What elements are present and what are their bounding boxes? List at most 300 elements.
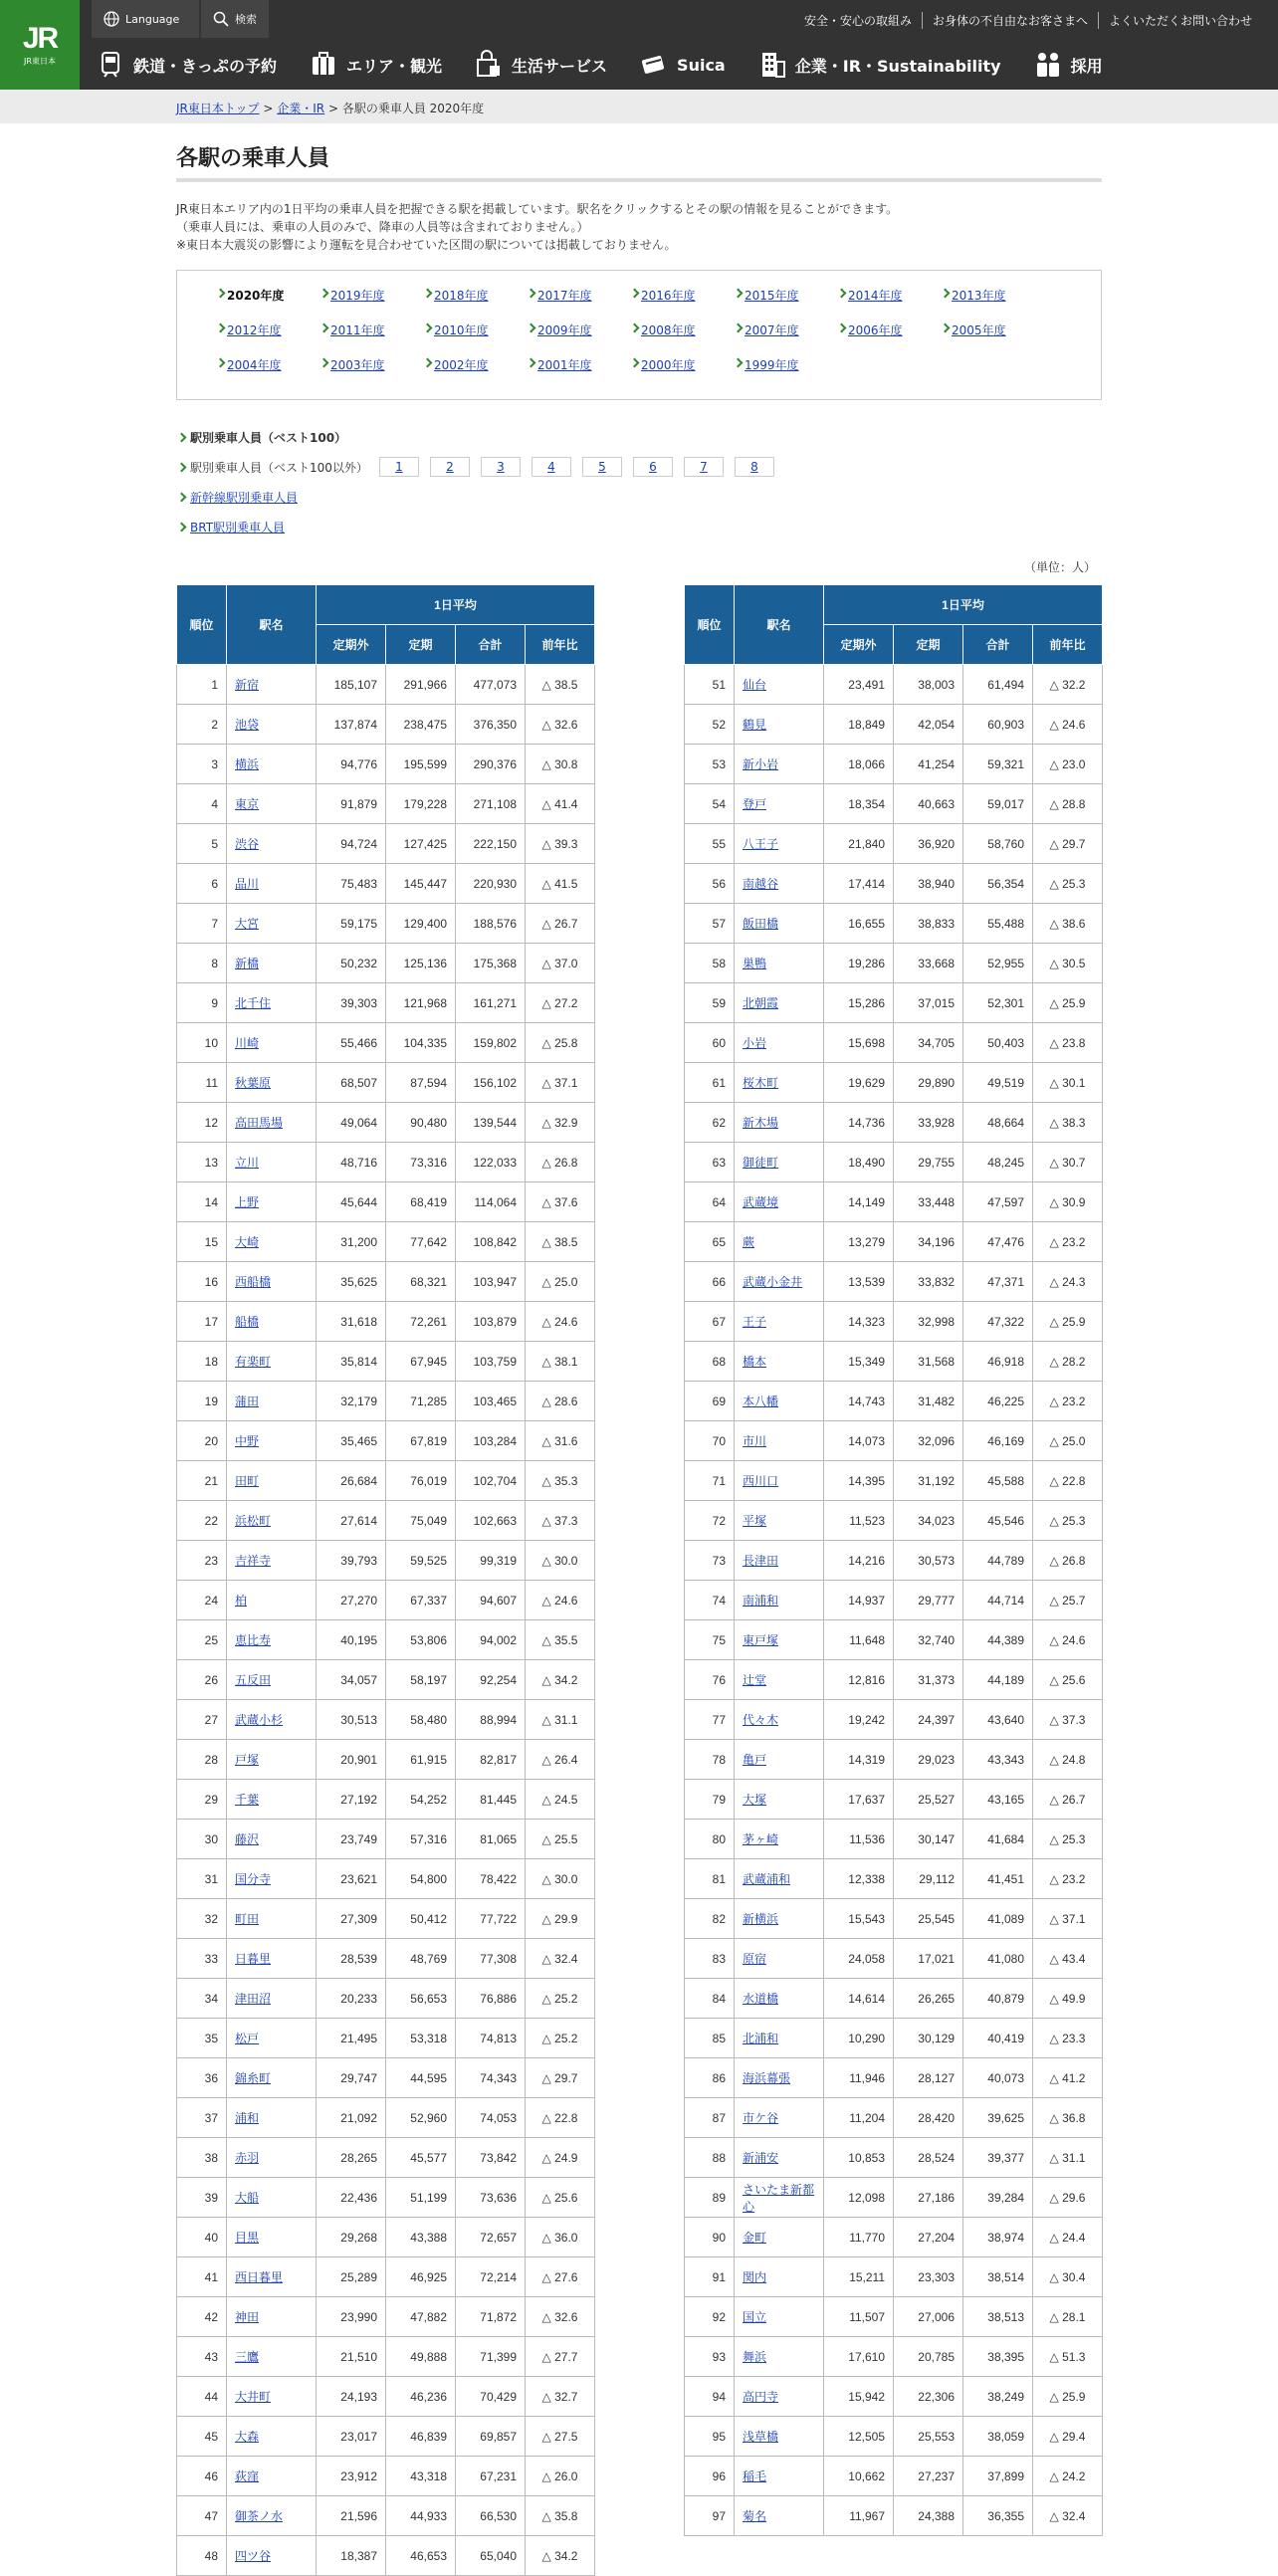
station-link[interactable]: 北浦和 — [743, 2032, 779, 2045]
total-cell: 44,714 — [963, 1581, 1033, 1620]
station-link[interactable]: 辻堂 — [743, 1673, 767, 1687]
year-link-text[interactable]: 2005年度 — [952, 323, 1006, 337]
table-row — [177, 2058, 595, 2098]
year-link-text[interactable]: 2011年度 — [330, 323, 385, 337]
station-link[interactable]: 新木場 — [743, 1116, 779, 1130]
station-link[interactable]: 有楽町 — [235, 1355, 272, 1369]
non-commuter-cell: 48,716 — [317, 1143, 386, 1182]
yoy-cell: △ 24.2 — [1033, 2457, 1103, 2496]
year-link-text[interactable]: 2006年度 — [848, 323, 903, 337]
page-button[interactable]: 5 — [582, 457, 622, 477]
nav-life[interactable] — [474, 50, 607, 80]
logo-sub: JR東日本 — [24, 56, 56, 66]
station-cell — [227, 2178, 317, 2218]
station-link[interactable]: 橋本 — [743, 1355, 767, 1369]
station-link[interactable]: 東京 — [235, 797, 260, 811]
station-link[interactable]: 品川 — [235, 877, 260, 891]
station-link[interactable]: 水道橋 — [743, 1992, 779, 2006]
station-link[interactable]: 大宮 — [235, 917, 260, 931]
station-link[interactable]: 浦和 — [235, 2111, 260, 2125]
station-link[interactable]: 町田 — [235, 1912, 260, 1926]
year-link-text[interactable]: 2012年度 — [227, 323, 282, 337]
station-cell — [735, 2138, 824, 2178]
rank-cell: 69 — [685, 1382, 735, 1421]
station-link[interactable]: 市ケ谷 — [743, 2111, 779, 2125]
station-link[interactable]: 蕨 — [743, 1235, 755, 1249]
station-link[interactable]: 稲毛 — [743, 2469, 767, 2483]
yoy-cell: △ 25.9 — [1033, 1302, 1103, 1342]
table-row — [177, 864, 595, 904]
station-link[interactable]: 新横浜 — [743, 1912, 779, 1926]
station-link[interactable]: 吉祥寺 — [235, 1554, 272, 1568]
station-link[interactable]: 西日暮里 — [235, 2270, 284, 2284]
station-link[interactable]: 横浜 — [235, 757, 260, 771]
brt-row — [176, 520, 1102, 534]
non-commuter-cell: 12,816 — [824, 1660, 894, 1700]
station-link[interactable]: 仙台 — [743, 678, 767, 692]
non-commuter-cell: 14,937 — [824, 1581, 894, 1620]
total-cell: 159,802 — [456, 1023, 526, 1063]
others-label: 駅別乗車人員（ベスト100以外） — [190, 460, 368, 475]
station-link[interactable]: 三鷹 — [235, 2350, 260, 2364]
yoy-cell: △ 34.2 — [526, 1660, 595, 1700]
station-link[interactable]: 日暮里 — [235, 1952, 272, 1966]
station-link[interactable]: 神田 — [235, 2310, 260, 2324]
station-link[interactable]: 東戸塚 — [743, 1633, 779, 1647]
year-link-text[interactable]: 2017年度 — [537, 289, 592, 303]
station-cell — [227, 1740, 317, 1780]
station-cell — [227, 705, 317, 745]
year-link[interactable] — [424, 322, 528, 338]
language-button[interactable] — [92, 0, 199, 38]
commuter-cell: 58,480 — [386, 1700, 456, 1740]
year-link[interactable] — [528, 356, 631, 373]
station-link[interactable]: 上野 — [235, 1195, 260, 1209]
year-link-text[interactable]: 2009年度 — [537, 323, 592, 337]
station-link[interactable]: 八王子 — [743, 837, 779, 851]
station-link[interactable]: 大崎 — [235, 1235, 260, 1249]
yoy-cell: △ 37.6 — [526, 1182, 595, 1222]
year-link[interactable] — [528, 322, 631, 338]
station-link[interactable]: 北朝霞 — [743, 996, 779, 1010]
year-link-text[interactable]: 2018年度 — [434, 289, 489, 303]
station-link[interactable]: 恵比寿 — [235, 1633, 272, 1647]
station-link[interactable]: 本八幡 — [743, 1395, 779, 1408]
station-link[interactable]: 御徒町 — [743, 1156, 779, 1170]
station-cell — [227, 1700, 317, 1740]
util-link-faq[interactable]: よくいただくお問い合わせ — [1098, 12, 1262, 29]
non-commuter-cell: 15,349 — [824, 1342, 894, 1382]
station-cell — [227, 665, 317, 705]
station-link[interactable]: 目黒 — [235, 2231, 260, 2245]
station-link[interactable]: 武蔵境 — [743, 1195, 779, 1209]
table-row — [177, 1740, 595, 1780]
best100-label — [176, 430, 1102, 444]
year-link[interactable] — [320, 356, 424, 373]
yoy-cell: △ 25.8 — [526, 1023, 595, 1063]
utility-links — [794, 12, 1262, 29]
page-button[interactable]: 4 — [532, 457, 571, 477]
station-link[interactable]: 代々木 — [743, 1713, 779, 1727]
year-link[interactable] — [320, 287, 424, 304]
station-link[interactable]: 舞浜 — [743, 2350, 767, 2364]
total-cell: 102,704 — [456, 1461, 526, 1501]
page-button[interactable]: 3 — [481, 457, 521, 477]
page-button[interactable]: 8 — [735, 457, 774, 477]
yoy-cell: △ 39.3 — [526, 824, 595, 864]
rank-cell: 39 — [177, 2178, 227, 2218]
commuter-cell: 28,524 — [894, 2138, 963, 2178]
year-link-text[interactable]: 2000年度 — [641, 358, 696, 372]
station-link[interactable]: 南浦和 — [743, 1594, 779, 1608]
util-link-accessibility[interactable]: お身体の不自由なお客さまへ — [922, 12, 1098, 29]
year-link[interactable] — [735, 356, 838, 373]
rank-cell: 59 — [685, 983, 735, 1023]
yoy-cell: △ 24.5 — [526, 1780, 595, 1820]
station-link[interactable]: 蒲田 — [235, 1395, 260, 1408]
yoy-cell: △ 32.2 — [1033, 665, 1103, 705]
yoy-cell: △ 25.3 — [1033, 1501, 1103, 1541]
station-link[interactable]: 高円寺 — [743, 2390, 779, 2404]
ranking-table-right — [684, 584, 1103, 2536]
commuter-cell: 195,599 — [386, 745, 456, 784]
commuter-cell: 36,920 — [894, 824, 963, 864]
station-link[interactable]: 津田沼 — [235, 1992, 272, 2006]
yoy-cell: △ 32.9 — [526, 1103, 595, 1143]
yoy-cell: △ 25.9 — [1033, 983, 1103, 1023]
station-cell — [735, 1581, 824, 1620]
brt-link[interactable]: BRT駅別乗車人員 — [190, 520, 286, 535]
station-link[interactable]: 秋葉原 — [235, 1076, 272, 1090]
station-link[interactable]: 浜松町 — [235, 1514, 272, 1528]
station-cell — [227, 1780, 317, 1820]
station-cell — [735, 1780, 824, 1820]
station-link[interactable]: 船橋 — [235, 1315, 260, 1329]
non-commuter-cell: 39,793 — [317, 1541, 386, 1581]
station-cell — [735, 2457, 824, 2496]
station-link[interactable]: 赤羽 — [235, 2151, 260, 2165]
commuter-cell: 46,925 — [386, 2257, 456, 2297]
commuter-cell: 25,553 — [894, 2417, 963, 2457]
total-cell: 94,607 — [456, 1581, 526, 1620]
total-cell: 48,245 — [963, 1143, 1033, 1182]
year-link[interactable] — [735, 287, 838, 304]
table-row — [177, 1939, 595, 1979]
non-commuter-cell: 94,724 — [317, 824, 386, 864]
rank-cell: 24 — [177, 1581, 227, 1620]
rank-cell: 9 — [177, 983, 227, 1023]
year-link[interactable] — [942, 322, 1045, 338]
yoy-cell: △ 31.6 — [526, 1421, 595, 1461]
non-commuter-cell: 29,268 — [317, 2218, 386, 2257]
station-link[interactable]: 大塚 — [743, 1793, 767, 1807]
year-link[interactable] — [631, 287, 735, 304]
year-link-text[interactable]: 2004年度 — [227, 358, 282, 372]
total-cell: 103,879 — [456, 1302, 526, 1342]
year-link[interactable] — [217, 322, 320, 338]
station-link[interactable]: 大井町 — [235, 2390, 272, 2404]
header-col-3: 合計 — [456, 625, 526, 665]
commuter-cell: 127,425 — [386, 824, 456, 864]
station-cell — [227, 1899, 317, 1939]
total-cell: 81,065 — [456, 1820, 526, 1859]
year-link[interactable] — [735, 322, 838, 338]
rank-cell: 1 — [177, 665, 227, 705]
page-button[interactable]: 2 — [430, 457, 470, 477]
total-cell: 56,354 — [963, 864, 1033, 904]
station-link[interactable]: 王子 — [743, 1315, 767, 1329]
station-link[interactable]: 市川 — [743, 1434, 767, 1448]
station-link[interactable]: 四ツ谷 — [235, 2549, 272, 2563]
non-commuter-cell: 137,874 — [317, 705, 386, 745]
table-row — [177, 2257, 595, 2297]
total-cell: 43,165 — [963, 1780, 1033, 1820]
page-title: 各駅の乗車人員 — [176, 141, 1102, 182]
yoy-cell: △ 24.6 — [526, 1581, 595, 1620]
station-link[interactable]: 国立 — [743, 2310, 767, 2324]
year-link-text[interactable]: 2008年度 — [641, 323, 696, 337]
station-link[interactable]: 新浦安 — [743, 2151, 779, 2165]
year-link-text[interactable]: 1999年度 — [745, 358, 799, 372]
util-link-safety[interactable]: 安全・安心の取組み — [803, 14, 912, 28]
rank-cell: 46 — [177, 2457, 227, 2496]
year-link-text[interactable]: 2016年度 — [641, 289, 696, 303]
yoy-cell: △ 30.9 — [1033, 1182, 1103, 1222]
station-link[interactable]: 海浜幕張 — [743, 2071, 791, 2085]
station-cell — [227, 784, 317, 824]
station-link[interactable]: 田町 — [235, 1474, 260, 1488]
station-link[interactable]: 登戸 — [743, 797, 767, 811]
station-link[interactable]: 南越谷 — [743, 877, 779, 891]
rank-cell: 67 — [685, 1302, 735, 1342]
page-button[interactable]: 7 — [684, 457, 724, 477]
station-link[interactable]: 飯田橋 — [743, 917, 779, 931]
total-cell: 72,657 — [456, 2218, 526, 2257]
globe-icon — [104, 11, 119, 27]
nav-railway[interactable] — [96, 50, 277, 80]
commuter-cell: 46,653 — [386, 2536, 456, 2576]
year-link[interactable] — [320, 322, 424, 338]
station-link[interactable]: 西川口 — [743, 1474, 779, 1488]
nav-suica[interactable] — [639, 50, 726, 80]
year-link-text[interactable]: 2002年度 — [434, 358, 489, 372]
rank-cell: 65 — [685, 1222, 735, 1262]
station-link[interactable]: 武蔵浦和 — [743, 1872, 791, 1886]
non-commuter-cell: 24,193 — [317, 2377, 386, 2417]
station-link[interactable]: 高田馬場 — [235, 1116, 284, 1130]
year-link[interactable] — [631, 322, 735, 338]
station-link[interactable]: 新橋 — [235, 957, 260, 970]
commuter-cell: 25,545 — [894, 1899, 963, 1939]
yoy-cell: △ 30.4 — [1033, 2257, 1103, 2297]
table-row — [177, 745, 595, 784]
total-cell: 44,389 — [963, 1620, 1033, 1660]
breadcrumb-link-ir[interactable]: 企業・IR — [277, 102, 325, 115]
station-link[interactable]: 金町 — [743, 2231, 767, 2245]
station-cell — [227, 2377, 317, 2417]
station-cell — [735, 1501, 824, 1541]
year-link-text[interactable]: 2015年度 — [745, 289, 799, 303]
year-link-text[interactable]: 2010年度 — [434, 323, 489, 337]
rank-cell: 29 — [177, 1780, 227, 1820]
year-link[interactable] — [631, 356, 735, 373]
nav-corporate[interactable] — [757, 50, 1001, 80]
station-link[interactable]: 川崎 — [235, 1036, 260, 1050]
non-commuter-cell: 11,946 — [824, 2058, 894, 2098]
rank-cell: 68 — [685, 1342, 735, 1382]
rank-cell: 4 — [177, 784, 227, 824]
station-link[interactable]: 大船 — [235, 2191, 260, 2205]
nav-recruit[interactable] — [1033, 50, 1103, 80]
year-link[interactable] — [528, 287, 631, 304]
station-link[interactable]: 小岩 — [743, 1036, 767, 1050]
total-cell: 58,760 — [963, 824, 1033, 864]
year-link[interactable] — [838, 322, 942, 338]
station-link[interactable]: 平塚 — [743, 1514, 767, 1528]
rank-cell: 11 — [177, 1063, 227, 1103]
station-link[interactable]: 菊名 — [743, 2509, 767, 2523]
station-link[interactable]: 荻窪 — [235, 2469, 260, 2483]
station-link[interactable]: 池袋 — [235, 718, 260, 732]
table-row — [685, 1143, 1103, 1182]
non-commuter-cell: 31,200 — [317, 1222, 386, 1262]
yoy-cell: △ 37.1 — [526, 1063, 595, 1103]
station-link[interactable]: 新小岩 — [743, 757, 779, 771]
intro-line: JR東日本エリア内の1日平均の乗車人員を把握できる駅を掲載しています。駅名をクリックするとその駅の情報を見ることができます。 — [176, 202, 899, 216]
year-link[interactable] — [942, 287, 1045, 304]
rank-cell: 25 — [177, 1620, 227, 1660]
commuter-cell: 27,006 — [894, 2297, 963, 2337]
table-row — [685, 1262, 1103, 1302]
year-link-text[interactable]: 2007年度 — [745, 323, 799, 337]
station-link[interactable]: 戸塚 — [235, 1753, 260, 1767]
year-link[interactable] — [424, 287, 528, 304]
station-link[interactable]: 御茶ノ水 — [235, 2509, 284, 2523]
station-link[interactable]: 西船橋 — [235, 1275, 272, 1289]
station-link[interactable]: 亀戸 — [743, 1753, 767, 1767]
total-cell: 47,371 — [963, 1262, 1033, 1302]
station-cell — [227, 2496, 317, 2536]
yoy-cell: △ 25.9 — [1033, 2377, 1103, 2417]
station-cell — [227, 2098, 317, 2138]
year-link-text[interactable]: 2014年度 — [848, 289, 903, 303]
station-link[interactable]: 柏 — [235, 1594, 248, 1608]
station-cell — [735, 665, 824, 705]
station-link[interactable]: 渋谷 — [235, 837, 260, 851]
station-link[interactable]: 国分寺 — [235, 1872, 272, 1886]
commuter-cell: 31,373 — [894, 1660, 963, 1700]
station-link[interactable]: 大森 — [235, 2430, 260, 2444]
station-link[interactable]: 武蔵小金井 — [743, 1275, 803, 1289]
yoy-cell: △ 25.5 — [526, 1820, 595, 1859]
table-row — [685, 1222, 1103, 1262]
station-link[interactable]: 浅草橋 — [743, 2430, 779, 2444]
table-row — [685, 1302, 1103, 1342]
yoy-cell: △ 32.7 — [526, 2377, 595, 2417]
station-link[interactable]: 関内 — [743, 2270, 767, 2284]
commuter-cell: 31,482 — [894, 1382, 963, 1421]
year-link[interactable] — [838, 287, 942, 304]
station-link[interactable]: 松戸 — [235, 2032, 260, 2045]
page-button[interactable]: 1 — [379, 457, 419, 477]
station-link[interactable]: 武蔵小杉 — [235, 1713, 284, 1727]
station-link[interactable]: 藤沢 — [235, 1832, 260, 1846]
station-link[interactable]: 千葉 — [235, 1793, 260, 1807]
station-link[interactable]: 北千住 — [235, 996, 272, 1010]
yoy-cell: △ 30.5 — [1033, 944, 1103, 983]
station-link[interactable]: 五反田 — [235, 1673, 272, 1687]
table-row — [177, 1859, 595, 1899]
station-cell — [227, 2337, 317, 2377]
station-link[interactable]: 新宿 — [235, 678, 260, 692]
year-link[interactable] — [424, 356, 528, 373]
station-link[interactable]: 鶴見 — [743, 718, 767, 732]
yoy-cell: △ 30.0 — [526, 1859, 595, 1899]
station-link[interactable]: 原宿 — [743, 1952, 767, 1966]
jr-logo[interactable] — [0, 0, 80, 90]
breadcrumb-link-top[interactable]: JR東日本トップ — [176, 102, 260, 115]
station-link[interactable]: 中野 — [235, 1434, 260, 1448]
commuter-cell: 67,945 — [386, 1342, 456, 1382]
commuter-cell: 33,668 — [894, 944, 963, 983]
year-link-text[interactable]: 2003年度 — [330, 358, 385, 372]
page-button[interactable]: 6 — [633, 457, 673, 477]
site-header — [0, 0, 1278, 90]
non-commuter-cell: 19,242 — [824, 1700, 894, 1740]
table-row — [177, 1501, 595, 1541]
station-cell — [227, 2019, 317, 2058]
station-link[interactable]: 立川 — [235, 1156, 260, 1170]
commuter-cell: 38,940 — [894, 864, 963, 904]
commuter-cell: 29,755 — [894, 1143, 963, 1182]
yoy-cell: △ 22.8 — [526, 2098, 595, 2138]
table-row — [177, 1063, 595, 1103]
rank-cell: 53 — [685, 745, 735, 784]
year-link-text[interactable]: 2001年度 — [537, 358, 592, 372]
non-commuter-cell: 91,879 — [317, 784, 386, 824]
non-commuter-cell: 27,270 — [317, 1581, 386, 1620]
station-link[interactable]: 巣鴨 — [743, 957, 767, 970]
non-commuter-cell: 24,058 — [824, 1939, 894, 1979]
shinkansen-link[interactable]: 新幹線駅別乗車人員 — [190, 490, 299, 505]
station-link[interactable]: さいたま新都心 — [743, 2182, 815, 2214]
station-link[interactable]: 茅ヶ崎 — [743, 1832, 779, 1846]
table-row — [685, 745, 1103, 784]
station-link[interactable]: 錦糸町 — [235, 2071, 272, 2085]
rank-cell: 71 — [685, 1461, 735, 1501]
nav-area[interactable] — [309, 50, 442, 80]
search-button[interactable] — [201, 0, 269, 38]
rank-cell: 72 — [685, 1501, 735, 1541]
commuter-cell: 40,663 — [894, 784, 963, 824]
station-cell — [735, 1023, 824, 1063]
yoy-cell: △ 37.3 — [1033, 1700, 1103, 1740]
year-link-text[interactable]: 2019年度 — [330, 289, 385, 303]
year-link-text[interactable]: 2013年度 — [952, 289, 1006, 303]
commuter-cell: 51,199 — [386, 2178, 456, 2218]
year-link[interactable] — [217, 356, 320, 373]
search-icon — [213, 11, 229, 27]
table-row — [685, 1660, 1103, 1700]
rank-cell: 54 — [685, 784, 735, 824]
station-cell — [735, 1740, 824, 1780]
non-commuter-cell: 94,776 — [317, 745, 386, 784]
non-commuter-cell: 13,279 — [824, 1222, 894, 1262]
station-link[interactable]: 桜木町 — [743, 1076, 779, 1090]
commuter-cell: 29,112 — [894, 1859, 963, 1899]
table-row — [177, 1421, 595, 1461]
station-link[interactable]: 長津田 — [743, 1554, 779, 1568]
